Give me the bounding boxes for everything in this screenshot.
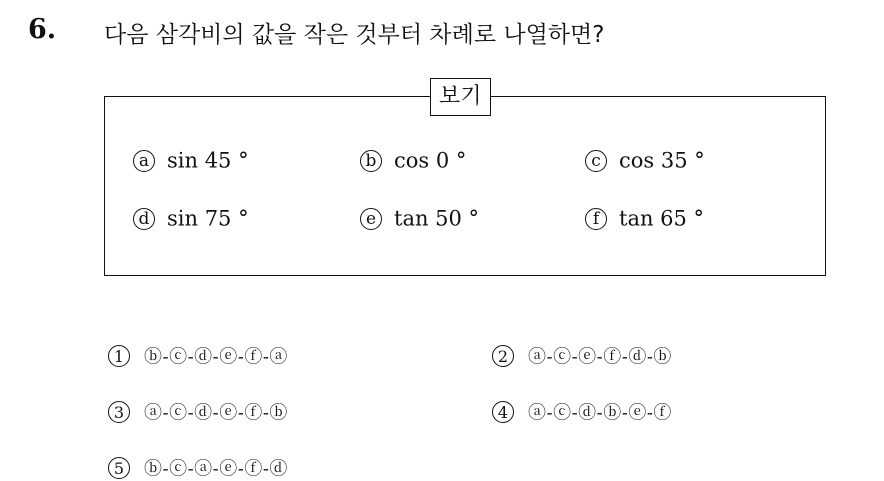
answer-choice-5[interactable] (108, 454, 288, 481)
answer-choice-1[interactable] (108, 342, 288, 369)
item-mark-f: f (585, 208, 607, 230)
choice-number-2: 2 (492, 345, 514, 367)
choice-sequence-3: ⓐ-ⓒ-ⓓ-ⓔ-ⓕ-ⓑ (144, 402, 288, 424)
item-mark-d: d (133, 208, 155, 230)
choice-sequence-4: ⓐ-ⓒ-ⓓ-ⓑ-ⓔ-ⓕ (528, 402, 672, 424)
item-expr-c: cos 35 ° (619, 148, 705, 173)
example-item-b (360, 147, 466, 173)
answer-choice-2[interactable] (492, 342, 672, 369)
choice-sequence-1: ⓑ-ⓒ-ⓓ-ⓔ-ⓕ-ⓐ (144, 346, 288, 368)
item-mark-c: c (585, 150, 607, 172)
item-expr-b: cos 0 ° (394, 148, 467, 173)
answer-choice-4[interactable] (492, 398, 672, 425)
choice-number-5: 5 (108, 457, 130, 479)
example-item-c (585, 147, 705, 173)
choice-number-3: 3 (108, 401, 130, 423)
example-box (104, 96, 826, 276)
item-mark-b: b (360, 150, 382, 172)
item-expr-e: tan 50 ° (394, 206, 480, 231)
example-item-d (133, 205, 249, 231)
item-expr-f: tan 65 ° (619, 206, 705, 231)
example-box-label: 보기 (430, 78, 491, 116)
example-item-f (585, 205, 704, 231)
choice-sequence-2: ⓐ-ⓒ-ⓔ-ⓕ-ⓓ-ⓑ (528, 346, 672, 368)
example-item-e (360, 205, 479, 231)
item-mark-a: a (133, 150, 155, 172)
item-expr-d: sin 75 ° (167, 206, 249, 231)
question-number: 6. (28, 14, 57, 45)
example-item-a (133, 147, 249, 173)
question-text: 다음 삼각비의 값을 작은 것부터 차례로 나열하면? (104, 22, 605, 48)
choice-number-1: 1 (108, 345, 130, 367)
choice-number-4: 4 (492, 401, 514, 423)
item-mark-e: e (360, 208, 382, 230)
item-expr-a: sin 45 ° (167, 148, 249, 173)
answer-choice-3[interactable] (108, 398, 288, 425)
choice-sequence-5: ⓑ-ⓒ-ⓐ-ⓔ-ⓕ-ⓓ (144, 458, 288, 480)
